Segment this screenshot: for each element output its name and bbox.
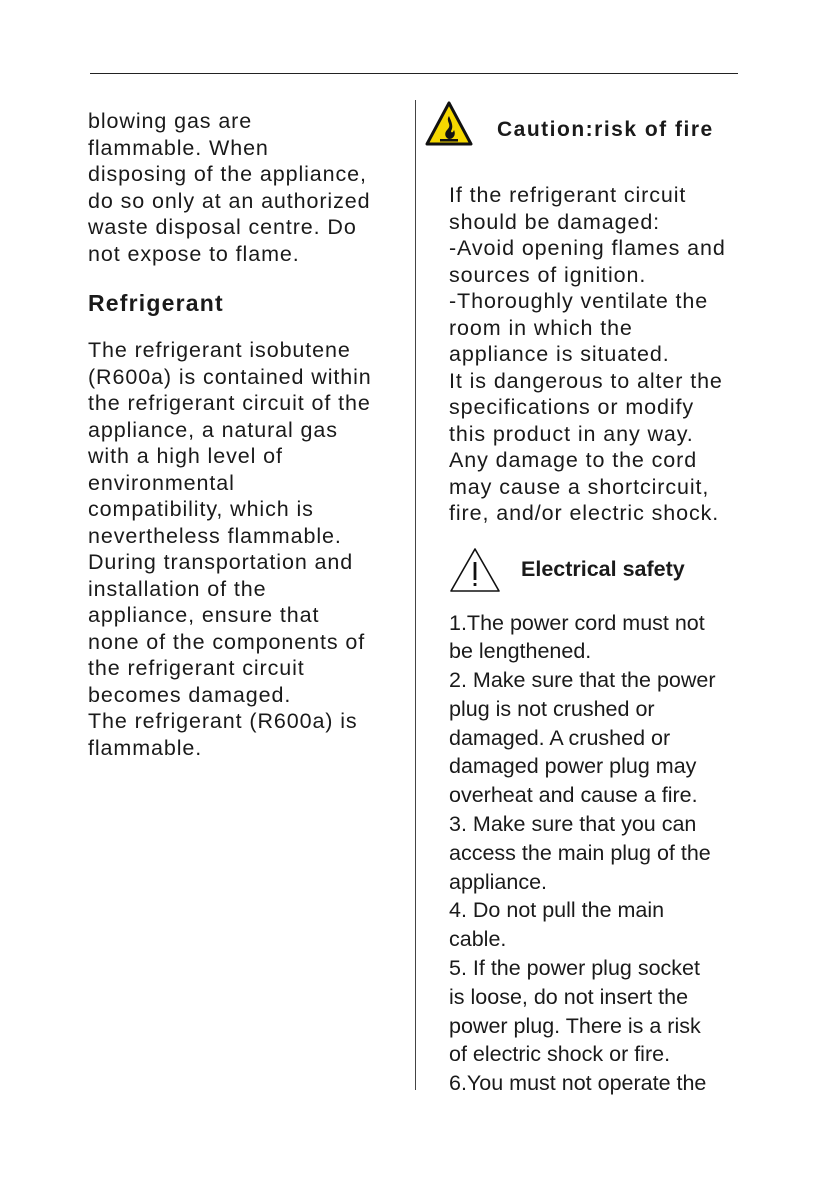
caution-header (425, 100, 769, 158)
text-line: 3. Make sure that you can (449, 812, 697, 837)
text-line: of electric shock or fire. (449, 1042, 671, 1067)
text-line: environmental (88, 470, 235, 495)
text-line: damaged. A crushed or (449, 725, 671, 750)
caution-paragraph (449, 182, 769, 527)
text-line: If the refrigerant circuit (449, 183, 687, 207)
text-line: flammable. When (88, 135, 269, 160)
text-line: may cause a shortcircuit, (449, 474, 710, 499)
text-line: fire, and/or electric shock. (449, 501, 720, 525)
text-line: blowing gas are (88, 109, 253, 133)
text-line: 2. Make sure that the power (449, 668, 716, 693)
fire-warning-icon (425, 100, 473, 148)
electrical-safety-header (449, 547, 769, 607)
electrical-safety-paragraph (449, 609, 769, 1099)
refrigerant-paragraph (88, 337, 408, 761)
text-line: appliance, ensure that (88, 603, 320, 627)
text-line: -Thoroughly ventilate the (449, 289, 709, 313)
text-line: appliance, a natural gas (88, 417, 338, 442)
text-line: disposing of the appliance, (88, 162, 367, 186)
text-line: becomes damaged. (88, 682, 292, 707)
right-column (449, 100, 769, 1098)
text-line: 6.You must not operate the (449, 1071, 707, 1096)
text-line: -Avoid opening flames and (449, 236, 726, 260)
electrical-safety-title: Electrical safety (521, 556, 685, 581)
text-line: be lengthened. (449, 639, 592, 664)
text-line: with a high level of (88, 444, 283, 468)
caution-title: Caution:risk of fire (497, 118, 714, 141)
text-line: installation of the (88, 576, 267, 601)
text-line: flammable. (88, 735, 203, 760)
text-line: It is dangerous to alter the (449, 368, 723, 393)
text-line: this product in any way. (449, 421, 694, 446)
text-line: (R600a) is contained within (88, 364, 372, 389)
text-line: compatibility, which is (88, 497, 314, 521)
left-column (88, 108, 408, 761)
text-line: appliance is situated. (449, 342, 670, 366)
text-line: Any damage to the cord (449, 448, 698, 472)
text-line: not expose to flame. (88, 241, 300, 266)
text-line: is loose, do not insert the (449, 984, 689, 1009)
text-line: should be damaged: (449, 209, 661, 234)
text-line: none of the components of (88, 629, 366, 654)
text-line: do so only at an authorized (88, 188, 371, 213)
text-line: During transportation and (88, 550, 354, 574)
text-line: power plug. There is a risk (449, 1013, 701, 1038)
text-line: 4. Do not pull the main (449, 898, 665, 923)
exclamation-warning-icon (449, 547, 501, 593)
text-line: The refrigerant (R600a) is (88, 709, 358, 733)
text-line: access the main plug of the (449, 840, 711, 865)
intro-paragraph (88, 108, 408, 267)
text-line: the refrigerant circuit (88, 656, 305, 680)
section-heading-refrigerant: Refrigerant (88, 290, 224, 316)
text-line: 5. If the power plug socket (449, 956, 700, 981)
text-line: 1.The power cord must not (449, 610, 705, 635)
text-line: cable. (449, 927, 507, 952)
text-line: waste disposal centre. Do (88, 215, 357, 239)
text-line: sources of ignition. (449, 262, 647, 287)
text-line: room in which the (449, 315, 633, 340)
column-divider (415, 100, 416, 1090)
text-line: specifications or modify (449, 395, 695, 419)
text-line: appliance. (449, 869, 548, 894)
text-line: overheat and cause a fire. (449, 783, 698, 808)
text-line: the refrigerant circuit of the (88, 391, 371, 415)
header-rule (90, 73, 738, 74)
text-line: The refrigerant isobutene (88, 338, 351, 362)
text-line: nevertheless flammable. (88, 523, 342, 548)
text-line: plug is not crushed or (449, 696, 655, 721)
text-line: damaged power plug may (449, 754, 697, 779)
